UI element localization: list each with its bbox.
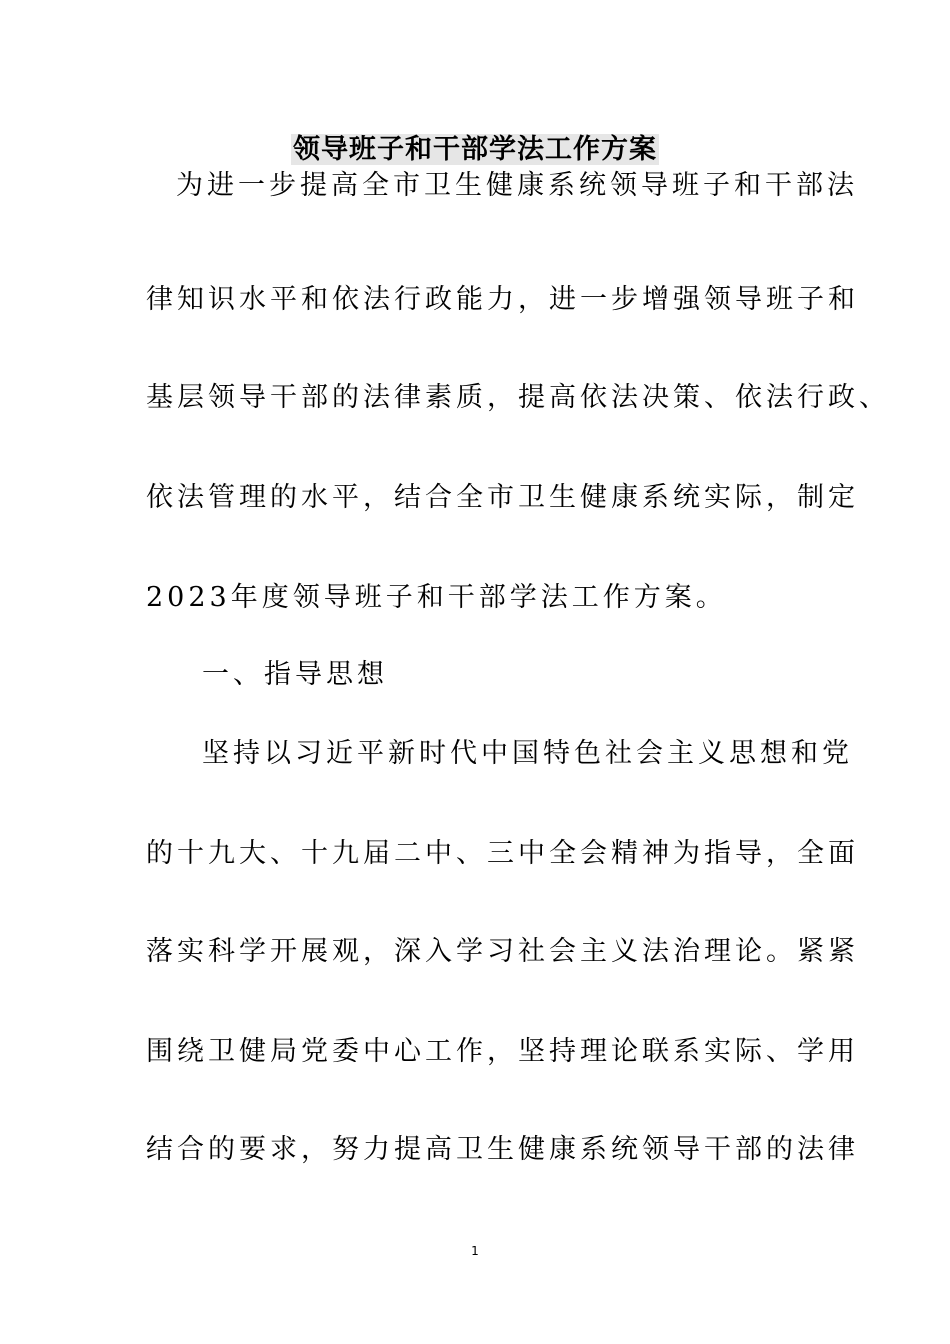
paragraph-line: 的十九大、十九届二中、三中全会精神为指导，全面 [146,838,859,869]
paragraph-line: 2023年度领导班子和干部学法工作方案。 [146,582,727,613]
section-heading: 一、指导思想 [202,659,388,690]
paragraph-line: 为进一步提高全市卫生健康系统领导班子和干部法 [176,170,858,201]
paragraph-line: 律知识水平和依法行政能力，进一步增强领导班子和 [146,284,859,315]
paragraph-line: 围绕卫健局党委中心工作，坚持理论联系实际、学用 [146,1036,859,1067]
document-title-text: 领导班子和干部学法工作方案 [293,134,657,165]
paragraph-line: 落实科学开展观，深入学习社会主义法治理论。紧紧 [146,936,859,967]
paragraph-line: 依法管理的水平，结合全市卫生健康系统实际，制定 [146,482,859,513]
paragraph-line: 结合的要求，努力提高卫生健康系统领导干部的法律 [146,1134,859,1165]
paragraph-line: 基层领导干部的法律素质，提高依法决策、依法行政、 [146,382,890,413]
page-number: 1 [471,1244,479,1258]
paragraph-line: 坚持以习近平新时代中国特色社会主义思想和党 [202,738,853,769]
